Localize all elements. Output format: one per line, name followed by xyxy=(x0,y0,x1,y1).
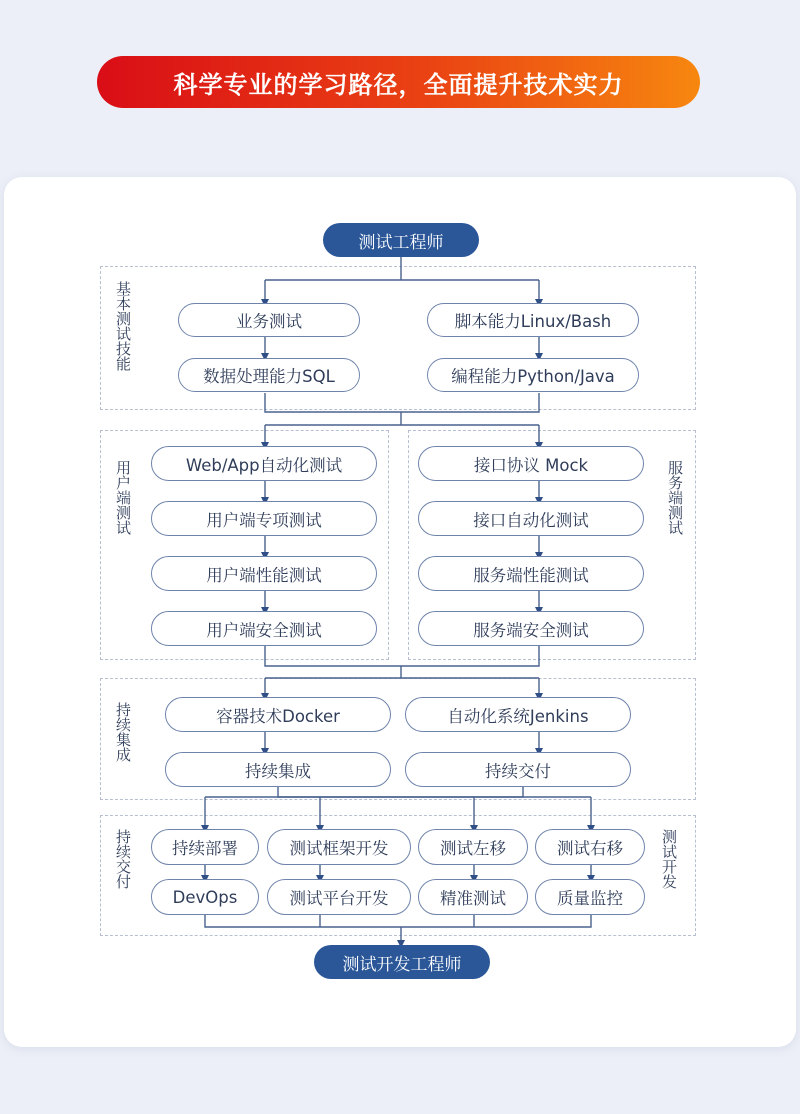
section-label-server: 服务端测试 xyxy=(666,460,684,535)
section-label-cd: 持续交付 xyxy=(114,829,132,889)
node-shift-right: 测试右移 xyxy=(535,829,645,865)
node-docker: 容器技术Docker xyxy=(165,697,391,732)
node-continuous-delivery: 持续交付 xyxy=(405,752,631,787)
node-quality-monitoring: 质量监控 xyxy=(535,879,645,915)
node-server-performance: 服务端性能测试 xyxy=(418,556,644,591)
section-label-basic: 基本测试技能 xyxy=(114,281,132,371)
node-interface-automation: 接口自动化测试 xyxy=(418,501,644,536)
node-continuous-deployment: 持续部署 xyxy=(151,829,259,865)
node-devops: DevOps xyxy=(151,879,259,915)
node-precision-testing: 精准测试 xyxy=(418,879,528,915)
section-label-client: 用户端测试 xyxy=(114,460,132,535)
banner-title: 科学专业的学习路径，全面提升技术实力 xyxy=(97,56,700,108)
node-business-testing: 业务测试 xyxy=(178,303,360,337)
section-label-devtest: 测试开发 xyxy=(660,829,678,889)
node-python-java: 编程能力Python/Java xyxy=(427,358,639,392)
node-linux-bash: 脚本能力Linux/Bash xyxy=(427,303,639,337)
node-sql: 数据处理能力SQL xyxy=(178,358,360,392)
node-interface-mock: 接口协议 Mock xyxy=(418,446,644,481)
node-web-app-automation: Web/App自动化测试 xyxy=(151,446,377,481)
end-node: 测试开发工程师 xyxy=(314,945,490,979)
node-jenkins: 自动化系统Jenkins xyxy=(405,697,631,732)
node-continuous-integration: 持续集成 xyxy=(165,752,391,787)
node-test-framework-dev: 测试框架开发 xyxy=(267,829,411,865)
node-server-security: 服务端安全测试 xyxy=(418,611,644,646)
node-client-security: 用户端安全测试 xyxy=(151,611,377,646)
node-client-special: 用户端专项测试 xyxy=(151,501,377,536)
node-shift-left: 测试左移 xyxy=(418,829,528,865)
node-client-performance: 用户端性能测试 xyxy=(151,556,377,591)
section-label-ci: 持续集成 xyxy=(114,702,132,762)
start-node: 测试工程师 xyxy=(323,223,479,257)
node-test-platform-dev: 测试平台开发 xyxy=(267,879,411,915)
